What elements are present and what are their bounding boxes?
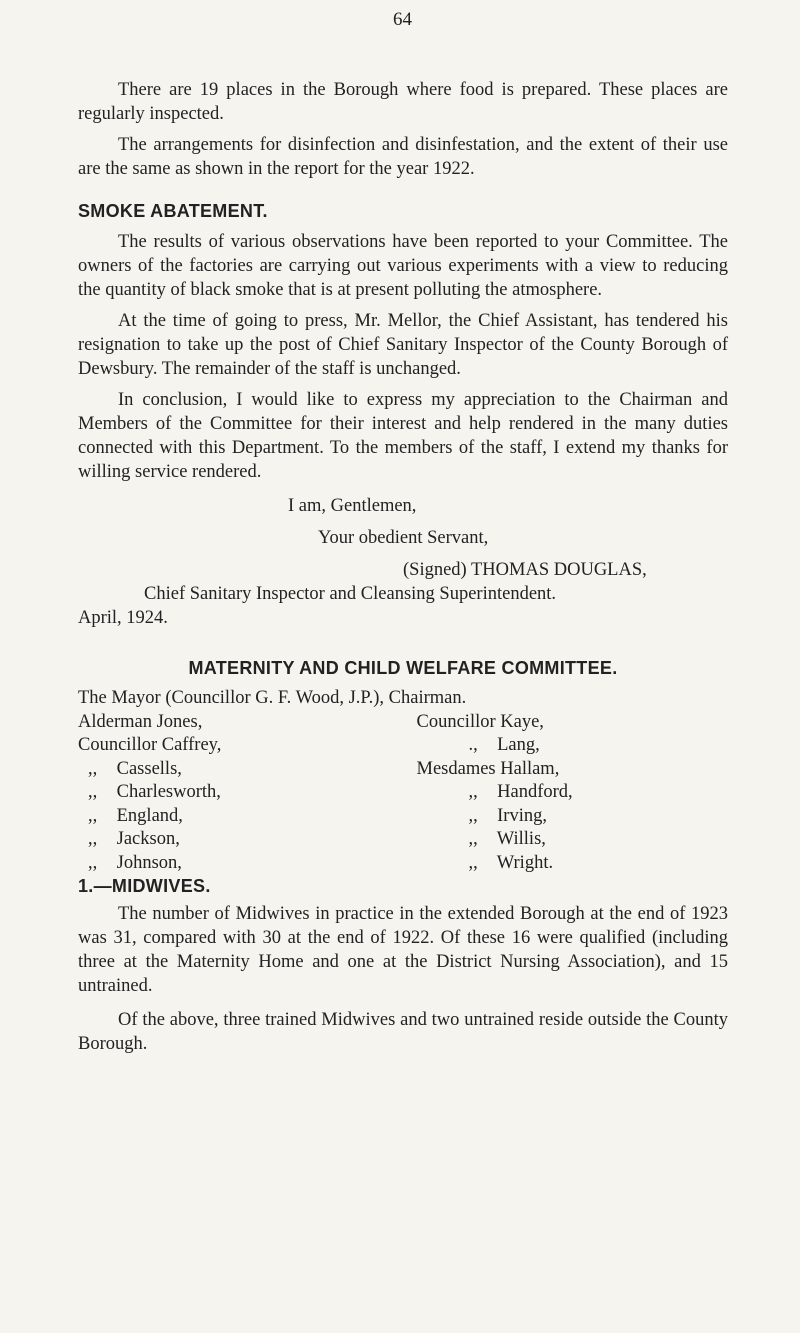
committee-member (78, 851, 395, 875)
committee-right-column (395, 710, 734, 875)
page-number: 64 (393, 9, 412, 30)
committee-member (417, 804, 734, 828)
paragraph-midwives-outside: Of the above, three trained Midwives and two untrained reside outside the County Borough. (78, 1010, 728, 1054)
closing-servant: Your obedient Servant, (318, 528, 489, 548)
ditto-mark: ,, (88, 758, 98, 779)
ditto-mark: ., (468, 735, 478, 755)
ditto-mark: ,, (88, 805, 98, 826)
paragraph-food-places: There are 19 places in the Borough where food is prepared. These places are regularly inspected. (78, 80, 728, 124)
paragraph-midwives-number: The number of Midwives in practice in the extended Borough at the end of 1923 was 31, compared with 30 at the end of 1922. Of these 16 were qualified (including three at the Maternity Home and one at the District Nursing Association), and 15 untrained. (78, 904, 728, 996)
member-name: Wright. (496, 852, 554, 873)
member-name: Jackson, (116, 829, 180, 849)
committee-member (417, 851, 734, 875)
paragraph-disinfection: The arrangements for disinfection and disinfestation, and the extent of their use are the same as shown in the report for the year 1922. (78, 135, 728, 179)
ditto-mark: ,, (468, 852, 478, 873)
smoke-heading: SMOKE ABATEMENT. (78, 201, 268, 221)
member-councillor-kaye: Councillor Kaye, (416, 711, 544, 732)
committee-member (78, 757, 395, 781)
member-mesdames-hallam: Mesdames Hallam, (416, 758, 560, 779)
signature-title: Chief Sanitary Inspector and Cleansing Superintendent. (144, 584, 557, 604)
committee-left-column (78, 710, 395, 875)
signature-line: (Signed) THOMAS DOUGLAS, (403, 560, 647, 580)
member-name: Willis, (496, 829, 546, 849)
committee-member (417, 733, 734, 757)
member-name: England, (116, 805, 183, 826)
committee-chairman: The Mayor (Councillor G. F. Wood, J.P.), Chairman. (78, 688, 467, 708)
committee-member (78, 827, 395, 851)
midwives-heading: 1.—MIDWIVES. (78, 876, 211, 896)
ditto-mark: ,, (468, 782, 478, 802)
member-councillor-caffrey: Councillor Caffrey, (78, 735, 222, 755)
ditto-mark: ,, (468, 805, 478, 826)
closing-salutation: I am, Gentlemen, (288, 496, 417, 516)
ditto-mark: ,, (88, 829, 98, 849)
paragraph-mellor-resignation: At the time of going to press, Mr. Mellor, the Chief Assistant, has tendered his resignation to take up the post of Chief Sanitary Inspector of the County Borough of Dewsbury. The remainder of the staff is unchanged. (78, 311, 728, 379)
paragraph-conclusion: In conclusion, I would like to express my appreciation to the Chairman and Members of the Committee for their interest and help rendered in the many duties connected with this Department. To the members of the staff, I extend my thanks for willing service rendered. (78, 390, 728, 482)
member-alderman: Alderman Jones, (78, 711, 203, 732)
paragraph-smoke-observations: The results of various observations have been reported to your Committee. The owners of the factories are carrying out various experiments with a view to reducing the quantity of black smoke that is at present polluting the atmosphere. (78, 232, 728, 300)
committee-member (78, 804, 395, 828)
member-name: Irving, (497, 805, 547, 826)
member-name: Handford, (497, 782, 573, 802)
committee-members (78, 710, 733, 875)
committee-member (78, 780, 395, 804)
member-name: Charlesworth, (116, 782, 221, 802)
ditto-mark: ,, (88, 782, 98, 802)
maternity-heading: MATERNITY AND CHILD WELFARE COMMITTEE. (188, 658, 618, 678)
member-name: Cassells, (116, 758, 182, 779)
committee-member (417, 827, 734, 851)
page-body (78, 78, 728, 1056)
member-name: Johnson, (116, 852, 182, 873)
ditto-mark: ,, (468, 829, 478, 849)
ditto-mark: ,, (88, 852, 98, 873)
committee-member (417, 780, 734, 804)
member-name: Lang, (497, 735, 540, 755)
report-date: April, 1924. (78, 608, 168, 628)
